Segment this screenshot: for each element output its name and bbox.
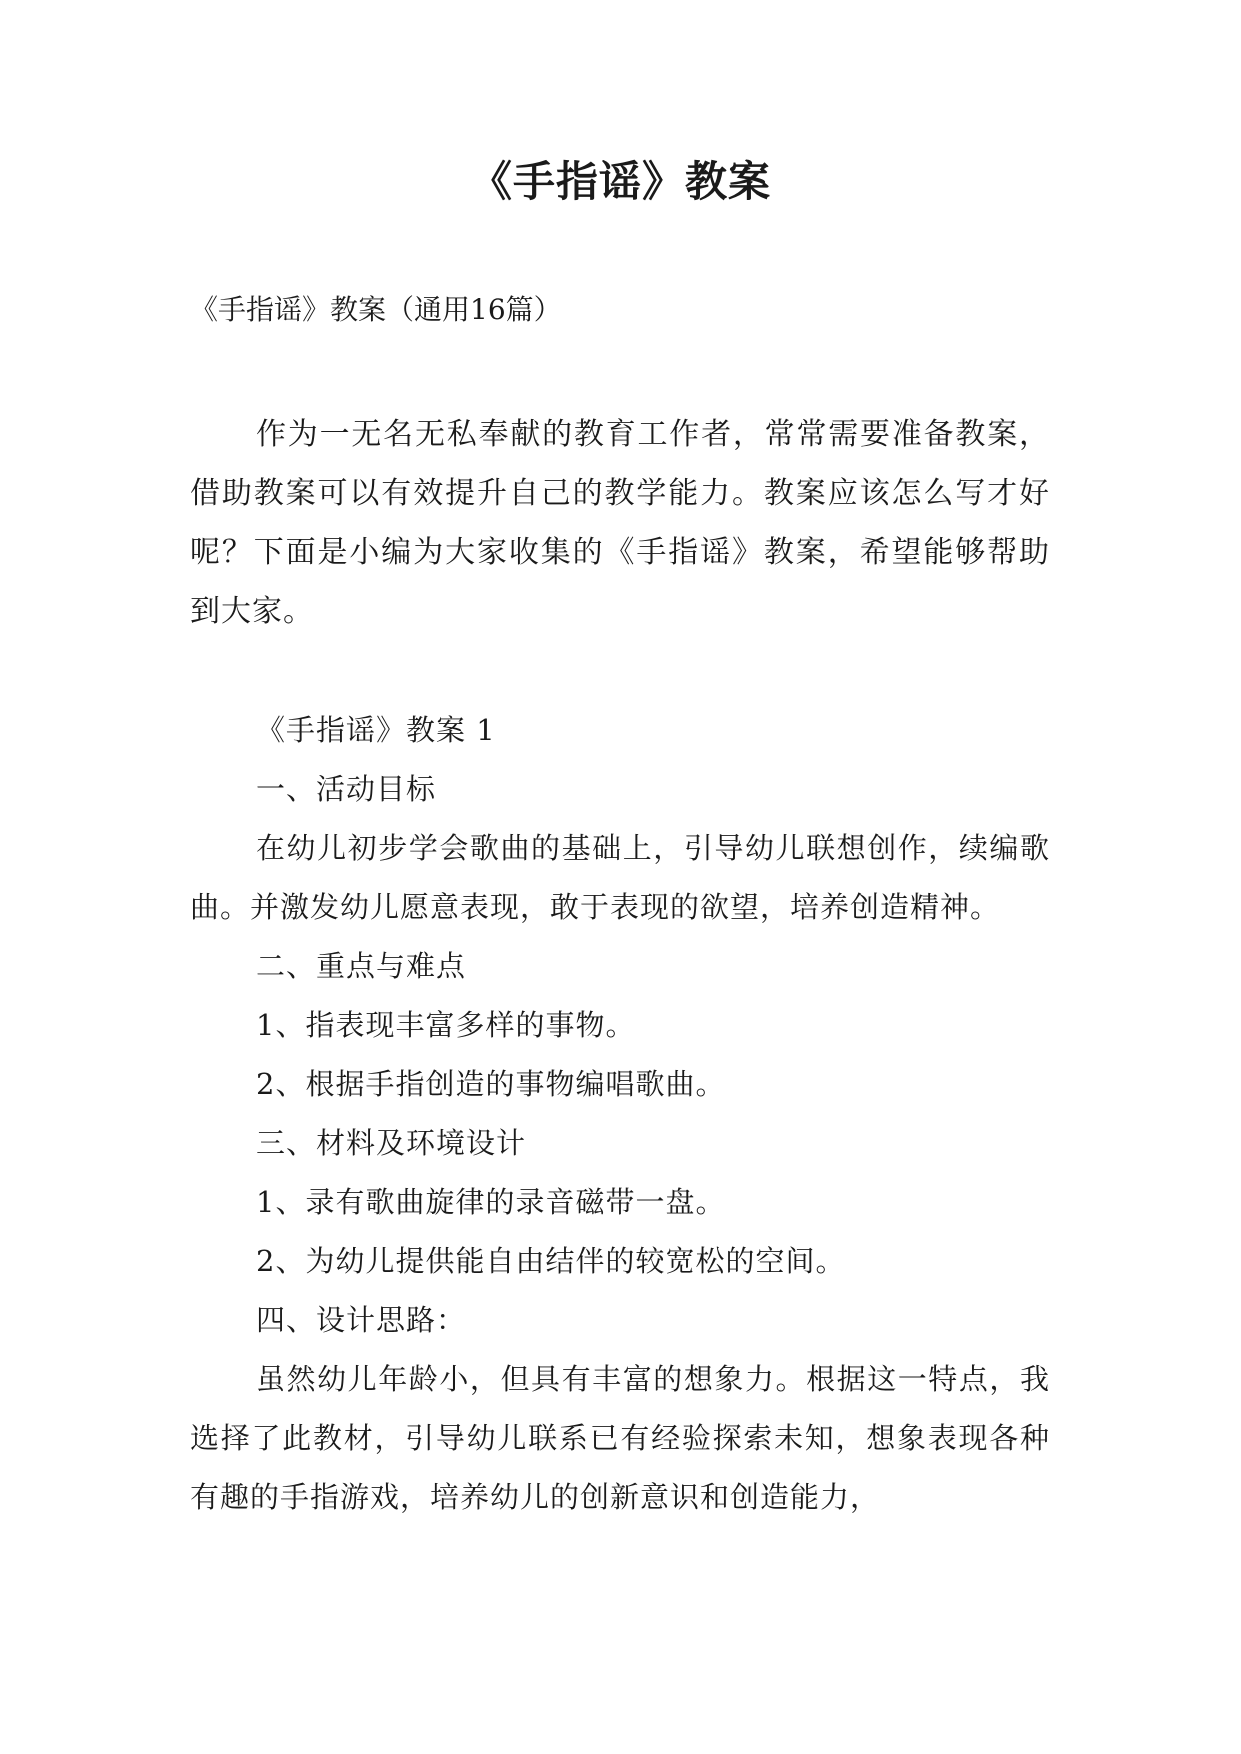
goal-heading: 一、活动目标: [256, 772, 437, 806]
material-item: 1、录有歌曲旋律的录音磁带一盘。: [256, 1185, 726, 1219]
design-paragraph: 虽然幼儿年龄小，但具有丰富的想象力。根据这一特点，我选择了此教材，引导幼儿联系已有经验探索未知，想象表现各种有趣的手指游戏，培养幼儿的创新意识和创造能力，: [190, 1362, 1050, 1514]
document-title: 《手指谣》教案: [469, 157, 771, 206]
material-item: 2、为幼儿提供能自由结伴的较宽松的空间。: [256, 1244, 846, 1278]
section-heading: 《手指谣》教案 1: [256, 713, 496, 747]
goal-paragraph: 在幼儿初步学会歌曲的基础上，引导幼儿联想创作，续编歌曲。并激发幼儿愿意表现，敢于表现的欲望，培养创造精神。: [190, 831, 1050, 924]
design-heading: 四、设计思路：: [256, 1303, 467, 1337]
key-heading: 二、重点与难点: [256, 949, 467, 983]
material-heading: 三、材料及环境设计: [256, 1126, 527, 1160]
section-1: [190, 701, 1050, 1527]
key-item: 1、指表现丰富多样的事物。: [256, 1008, 636, 1042]
key-item: 2、根据手指创造的事物编唱歌曲。: [256, 1067, 726, 1101]
intro-paragraph: 作为一无名无私奉献的教育工作者，常常需要准备教案，借助教案可以有效提升自己的教学能力。教案应该怎么写才好呢？下面是小编为大家收集的《手指谣》教案，希望能够帮助到大家。: [190, 417, 1050, 629]
document-subtitle: 《手指谣》教案（通用16篇）: [190, 293, 562, 326]
